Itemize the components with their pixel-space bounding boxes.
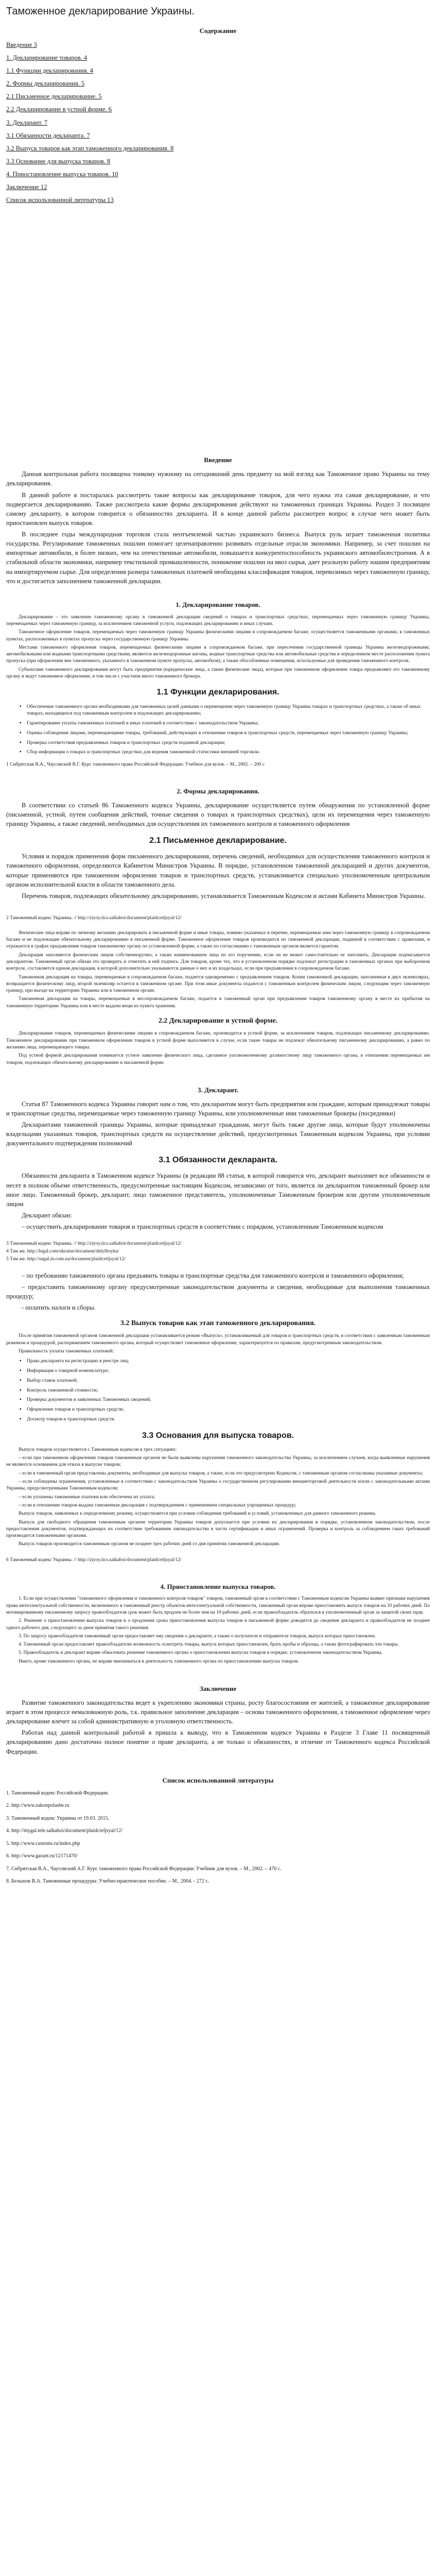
toc-link-intro[interactable]: Введение 3 <box>6 41 37 48</box>
intro-paragraph: В последнее годы международная торговля стала неотъемлемой частью украинского бизнеса. Выпуск руль играет таможенная политика государства. Регулирование таможенных пошлин помогает целенаправленно развивать отдельные отрасли экономики. Например, за счет пошлин на импортные автомобили, в более низких, чем на отечественные автомобили, повышается конкурентоспособность украинского автомобилестроения. А в стабильной области экономики, например текстильной промышленности, понижение пошлин на ввоз сырья, дает реальную работу нашим предприятиям на импортируемом сырье. Для определения размера таможенных платежей необходима классификация товаров, перевозимых через таможенную границу, что и достигается заполнением таможенной декларации. <box>6 531 430 585</box>
page-break-space <box>6 208 430 450</box>
section-3-3-paragraph: Выпуск товаров осуществляется с Таможенным кодексом в трех ситуациях: <box>19 1447 177 1452</box>
toc-link-3[interactable]: 3. Декларант. 7 <box>6 118 48 126</box>
list-item: ▪ Оценка соблюдения лицами, перемещающими товары, требований, действующих в отношении товаров и транспортных средств, перемещаемых через таможенную границу Украины; <box>27 730 430 737</box>
intro-paragraph: Данная контрольная работа посвящена тонкому нужному на сегодняшний день предмету на мой взгляд как Таможенное право Украины на тему декларирования. <box>6 470 430 487</box>
section-2-2-heading: 2.2 Декларирование в устной форме. <box>158 1017 278 1025</box>
section-3-3-paragraph: – если при таможенном оформлении товаров таможенным органом не были выявлены нарушения таможенного законодательства Украины, за исключением случаев, когда выявленные нарушения не являются основанием для отказа в выпуске товаров; <box>6 1455 430 1468</box>
list-item: ▪ Проверка документов и заявленных Таможенных сведений; <box>27 1397 430 1404</box>
section-2-1-detail: Таможенная декларация на товары, перемещаемые в несопровождаемом багаже, подается в таможенный орган при предъявлении товаров таможенному органу в месте их прибытия на таможенную территорию Украины или в месте выдачи вещи из пункта хранения. <box>6 996 430 1009</box>
conclusion-paragraph: Развитие таможенного законодательства ведет к укреплению экономики страны, росту благосостояния ее жителей, а таможенное декларирование играет в этом процессе немаловажную роль, т.к. правильное заполнение декларации – основа таможенного оформления, а таможенное оформление через декларирование влечет за собой административную и уголовную ответственность. <box>6 1699 430 1725</box>
reference-item: 2. http://www.zakonpolashe.ru <box>6 1803 69 1809</box>
section-2-1-detail: Таможенная декларация на товары, перемещаемые в сопровождаемом багаже, подается одновременно с предъявлением товаров. Копия таможенной декларации, заполненная в двух экземплярах, возвращается физическому лицу, второй экземпляр остается в таможенном органе. При этом иные документы подаются с таможенным контролем физическим лицом, следующим через таможенную границу, при въезде на территорию Украины или в таможенном органе. <box>6 974 430 994</box>
section-3-1-paragraph: - оплатить налоги и сборы. <box>22 1304 96 1312</box>
section-3-2-heading: 3.2 Выпуск товаров как этап таможенного декларирования. <box>120 1319 316 1328</box>
reference-item: 1. Таможенный кодекс Российской Федерации. <box>6 1790 109 1796</box>
section-3-3-paragraph: – если уплачены таможенные платежи или обеспечена их уплата; <box>19 1494 155 1500</box>
list-item: ▪ Контроль таможенной стоимости; <box>27 1387 430 1395</box>
reference-item: 4. http://mygal.tele.salkaboi/document/plaidcreljsyal/12/ <box>6 1828 123 1834</box>
conclusion-paragraph: Работая над данной контрольной работой я пришла к выводу, что в Таможенном кодексе Украины в Разделе 3 Главе 11 посвященный декларированию дано достаточно полное понятие о праве декларанта, а не только о обязанностях, в отличие от Таможенного кодекса Российской Федерации. <box>6 1729 430 1755</box>
reference-item: 7. Сибрятская В.А., Чаусовский А.Г. Курс таможенного права Российской Федерации: Учебник для вузов. – М., 2002. – 470 с. <box>6 1866 282 1872</box>
list-item: ▪ Обеспечение таможенного органа необходимыми для таможенных целей данными о перемещении через таможенную границу Украины товарах и транспортных средствах, а также об иных товарах, находящихся под таможенным контролем и подлежащих декларированию; <box>27 704 430 718</box>
section-3-heading: 3. Декларант. <box>197 1086 239 1094</box>
reference-item: 6. http://www.garant.ru/12171470/ <box>6 1853 78 1859</box>
section-3-1-paragraph: – осуществить декларирование товаров и транспортных средств в соответствии с порядком, установленным Таможенным кодексом <box>22 1223 383 1231</box>
spacer <box>6 1233 430 1241</box>
toc-heading: Содержание <box>199 27 237 35</box>
footnote: 6 Таможенный кодекс Украины. // http://ziyoy.tics.salkaboi/document/plaidcreljsyal/12/ <box>6 1557 182 1563</box>
list-item: ▪ Проверка соответствия предъявленных товаров и транспортных средств поданной декларации; <box>27 740 430 747</box>
footnote: 3 Таможенный кодекс Украины. // http://ziyoy.tics.salkaboi/document/plaidcreljsyal/12/ <box>6 1241 182 1247</box>
intro-paragraph: В данной работе я постаралась рассмотреть такие вопросы как декларирование товаров, для чего нужна эта самая декларирование, и что подвергается декларированию. Также рассмотрела какие формы декларирования действуют на таможенных границах Украины. Раздел 3 посвящен самому декларанту, в котором говорится о обязанностях декларанта. И в конце данной работы рассмотрен вопрос в случае чего может быть приостановлен выпуск товаров. <box>6 491 430 527</box>
list-item: ▪ Информация о товарной номенклатуре; <box>27 1368 430 1375</box>
section-3-1-heading: 3.1 Обязанности декларанта. <box>159 1156 277 1165</box>
reference-item: 5. http://www.customs.ru/index.php <box>6 1840 80 1846</box>
section-3-1-paragraph: Декларант обязан: <box>22 1211 72 1219</box>
section-2-2-paragraph: Декларирование товаров, перемещаемых физическими лицами в сопровождаемом багаже, производится в устной форме, за исключением товаров, подлежащих письменному декларированию. Таможенное декларирование при таможенном оформлении товаров в устной форме выполняется в случае, если такие товары не подлежат обязательному письменному декларированию, а равно по желанию лица, перемещающего товары. <box>6 1031 430 1050</box>
section-4-paragraph: 4. Таможенный орган предоставляет правообладателю возможность осмотреть товары, выпуск которых приостановлен, брать пробы и образцы, а также фотографировать эти товары. <box>19 1642 399 1648</box>
section-1-paragraph: Таможенное оформление товаров, перемещаемых через таможенную границу Украины физическими лицами в сопровождаемом багаже, осуществляется таможенными органами, в таможенных пунктах, расположенных в пунктах пропуска через государственную границу Украины. <box>6 630 430 642</box>
footnote: 1 Сибрятская В.А., Чаусовский В.Г. Курс таможенного права Российской Федерации: Учебное для вузов. – М., 2002. – 200 с <box>6 762 265 768</box>
spacer <box>6 1758 430 1771</box>
section-2-2-paragraph: Под устной формой декларирования понимается устное заявление физического лица, сделанное уполномоченному должностному лицу таможенного органа, в отношении перемещаемых им товаров, подлежащих обязательному декларированию в письменной форме. <box>6 1053 430 1065</box>
spacer <box>6 1667 430 1679</box>
section-2-heading: 2. Формы декларирования. <box>177 787 259 795</box>
section-3-3-paragraph: – если в таможенный орган представлены документы, необходимые для выпуска товаров, а также, если это предусмотрено Кодексом, с таможенным органом согласованы указанные документы; <box>19 1470 423 1476</box>
references-heading: Список использованной литературы <box>162 1776 274 1784</box>
spacer <box>6 1068 430 1080</box>
footnote: 2 Таможенный кодекс Украины. // http://ziyoy.tics.salkaboi/document/plaidcreljsyal/12/ <box>6 915 182 921</box>
toc-link-2-1[interactable]: 2.1 Письменное декларирование. 5 <box>6 93 102 100</box>
section-3-1-paragraph: Обязанности декларанта в Таможенном кодексе Украины (в редакции 88 статьи, в которой говорится что, декларант выполняет все обязанности и несет в полном объеме ответственность, предусмотренные настоящим Кодексом, независимо от того, является ли декларантом таможенный брокер или иное лицо. Таможенный брокер, декларант, лицо таможенное представитель, уполномоченные Таможенным брокером или другим уполномоченным лицом <box>6 1172 430 1208</box>
section-2-1-paragraph: Перечень товаров, подлежащих обязательному декларированию, устанавливается Таможенным Кодексом и актами Кабинета Министров Украины. <box>22 892 426 900</box>
conclusion-heading: Заключение <box>199 1685 237 1693</box>
section-3-paragraph: Статья 87 Таможенного кодекса Украины говорит нам о том, что декларантом могут быть предприятия или граждане, которым принадлежат товары и транспортные средства, перемещаемые через таможенную границу Украины, или уполномоченные ими таможенные брокеры (посредники) <box>6 1100 430 1117</box>
section-2-1-detail: Физические лица вправе по личному желанию декларировать в письменной форме и иные товары, помимо указанных в перечне, перемещаемые ими через таможенную границу в сопровождаемом багаже и не подлежащие обязательному декларированию в письменной форме. Таможенное оформление товаров производится по таможенной декларации, поданной в соответствии с правилами, и отражается в графах предъявления товаров таможенному органу по установленной форме, а также по согласованию с таможенным органом является гарантом. <box>6 930 430 950</box>
toc-link-conclusion[interactable]: Заключение 12 <box>6 183 47 191</box>
list-item: ▪ Сбор информации о товарах и транспортных средствах для ведения таможенной статистики внешней торговли. <box>27 749 430 756</box>
references-list <box>6 1790 430 1886</box>
spacer <box>6 769 430 782</box>
toc-link-3-3[interactable]: 3.3 Основание для выпуска товаров. 8 <box>6 157 111 165</box>
spacer <box>6 1550 430 1557</box>
list-item: ▪ Выбор ставок платежей; <box>27 1378 430 1385</box>
release-steps-list <box>27 1358 430 1423</box>
section-3-3-paragraph: Выпуск товаров, заявленных к определенному режиму, осуществляется при условии соблюдения требований и условий, установленных для данного таможенного режима. <box>19 1511 376 1517</box>
section-3-3-paragraph: – если в отношении товаров выдана таможенная декларация с подтверждением с применением специальных упрощенных процедур; <box>19 1502 296 1508</box>
section-3-1-paragraph: – предоставить таможенному органу предусмотренные законодательством документы и сведения, необходимые для выполнения таможенных процедур; <box>6 1283 430 1300</box>
document-title: Таможенное декларирование Украины. <box>6 6 195 17</box>
section-3-3-paragraph: – если соблюдены ограничения, установленные в соответствии с законодательством Украины о государственном регулировании внешнеторговой деятельности и/или с законодательными актами Украины, предусмотренными Таможенным кодексом; <box>6 1479 430 1492</box>
reference-item: 8. Бельшов В.А. Таможенные процедуры: Учебно-практическое пособие. – М., 2004. - 272 с. <box>6 1878 210 1885</box>
section-4-paragraph: Никто, кроме таможенного органа, не вправе вмешиваться в деятельность таможенного органа по приостановлению выпуска товаров. <box>19 1658 299 1664</box>
spacer <box>6 1264 430 1271</box>
section-4-paragraph: 3. По запросу правообладателя таможенный орган предоставляет ему сведения о декларанте, а также о получателе и отправителе товаров, выпуск которых приостановлен. <box>19 1633 376 1639</box>
section-3-3-paragraph: Выпуск товаров производится таможенным органом не позднее трех рабочих дней со дня принятия таможенной декларации. <box>19 1541 280 1547</box>
footnote: 5 Там же. http://sngal.in.com.ua/document/plaidcreljsyal/12/ <box>6 1256 126 1262</box>
section-3-2-paragraph: После принятия таможенной органом таможенной декларации устанавливается режим «Выпуск», устанавливаемый для товаров и транспортных средств, в соответствии с заявленным таможенным режимом и процедурой, распоряжением таможенного органа, который осуществляет таможенное оформление, характеризуется по правилам, предусмотренным законодательством. <box>6 1333 430 1346</box>
section-3-2-list-intro: Правильность уплаты таможенных платежей: <box>19 1349 114 1354</box>
list-item: ▪ Оформление товаров и транспортных средств; <box>27 1406 430 1414</box>
section-1-paragraph: Субъектами таможенного декларирования могут быть предприятия (юридические лица, а также физические лица), которые при таможенном оформлении товара предъявляют его таможенному органу и ведут таможенное оформление, в том числе с участием иного таможенного брокера. <box>6 667 430 680</box>
section-2-1-heading: 2.1 Письменное декларирование. <box>149 836 287 845</box>
functions-list <box>27 704 430 757</box>
spacer <box>6 1565 430 1577</box>
list-item: ▪ Гарантирование уплаты таможенных платежей и иных платежей в соответствии с законодательством Украины; <box>27 720 430 727</box>
section-2-1-detail: Декларация заполняется физическим лицом собственноручно, а также наименованием лица по его поручению, если он не может самостоятельно ее заполнить. Декларация подписывается декларантом. Таможенный орган обязан это проверить и отметить в ней подпись. Для товаров, кроме тех, что в установленном порядке подлежат регистрации в таможенных органах при выборочном контроле, составляется единая декларация, в которой дополнительно указываются данные о них и их владельцах, если при предъявлении в сопровождаемом багаже. <box>6 952 430 972</box>
section-1-1-heading: 1.1 Функции декларирования. <box>156 688 280 697</box>
footnote: 4 Там же. http://legal.com/ukraine/document/delylboyka/ <box>6 1249 119 1255</box>
list-item: ▪ Права декларанта на регистрацию в реестре лиц; <box>27 1358 430 1365</box>
section-4-paragraph: 1. Если при осуществлении "таможенного оформления и таможенного контроля товаров" товаров, таможенный орган в соответствии с Таможенным кодексом Украины выявит признаки нарушения права интеллектуальной собственности, включенного в таможенный реестр объектов интеллектуальной собственности, таможенный орган вправе приостановить выпуск товаров на 10 рабочих дней. По мотивированному письменному запросу правообладателя срок может быть продлен не более чем на 10 рабочих дней, если правообладатель обратился в уполномоченный орган за защитой своих прав. <box>6 1596 430 1615</box>
section-4-heading: 4. Приостановление выпуска товаров. <box>160 1582 276 1590</box>
toc-link-3-1[interactable]: 3.1 Обязанности декларанта. 7 <box>6 131 90 139</box>
section-3-3-paragraph: Выпуск для свободного обращения таможенным органом территории Украины товаров допускается при условии их декларирования в порядке, установленном законодательством, после предоставления документов, подтверждающих их соответствие требованиям законодательства в части сертификации и иных ограничений. Проверка и контроль за соблюдением таких требований производится таможенными органами. <box>6 1519 430 1539</box>
spacer <box>6 588 430 595</box>
toc-link-3-2[interactable]: 3.2 Выпуск товаров как этап таможенного декларирования. 8 <box>6 144 174 152</box>
section-1-paragraph: Местами таможенного оформления товаров, перемещаемых физическими лицами в сопровождаемом багаже, при пересечении государственной границы Украины железнодорожными, автомобильными или водными транспортными средствами, являются железнодорожные вагоны, водные транспортные средства или автомобильные средства в определенном месте расположения пункта пропуска (при оформлении вне таможенного, указанного в таможенном пункте пропуска, автомобиля), а также обособленные помещения, используемые для проведения таможенного контроля. <box>6 645 430 664</box>
toc-link-1[interactable]: 1. Декларирование товаров. 4 <box>6 54 88 61</box>
intro-heading: Введение <box>204 456 232 464</box>
section-1-paragraph: Декларирование – это заявление таможенному органу в таможенной декларации сведений о товарах и транспортных средствах, перемещаемых через таможенную границу Украины, перемещаемых через таможенную границу, за исключением таможенной услуги, подлежащих декларированию и иных случаях. <box>6 614 430 626</box>
section-1-heading: 1. Декларирование товаров. <box>176 600 260 608</box>
section-3-1-paragraph: – по требованию таможенного органа предъявить товары и транспортные средства для таможенного контроля и таможенного оформления; <box>22 1272 404 1279</box>
section-4-paragraph: 2. Решение о приостановлении выпуска товаров и о продлении срока приостановления выпуска товаров в письменной форме доводится до сведения декларанта и правообладателя не позднее одного рабочего дня, следующего за днем принятия такого решения. <box>6 1618 430 1631</box>
list-item: ▪ Досмотр товаров и транспортных средств. <box>27 1416 430 1423</box>
toc-link-references[interactable]: Список использованной литературы 13 <box>6 196 114 204</box>
toc-link-4[interactable]: 4. Приостановление выпуска товаров. 10 <box>6 171 118 178</box>
toc-link-2-2[interactable]: 2.2 Декларирование в устной форме. 6 <box>6 106 112 113</box>
toc-link-2[interactable]: 2. Формы декларирования. 5 <box>6 80 85 88</box>
spacer <box>6 903 430 915</box>
toc-link-1-1[interactable]: 1.1 Функции декларирования. 4 <box>6 67 93 75</box>
section-2-1-paragraph: Условия и порядок применения форм письменного декларирования, перечень сведений, необходимых для осуществления таможенного контроля и таможенного оформления, определяются Кабинетом Министров Украины. В порядке, установленном таможенной декларацией и других документов, которые применяются при таможенном оформлении товаров и транспортных средств, устанавливается специально уполномоченным центральным органом исполнительной власти в области таможенного дела. <box>6 853 430 888</box>
reference-item: 3. Таможенный кодекс Украины от 19.03. 2015. <box>6 1815 110 1821</box>
section-4-paragraph: 5. Правообладатель и декларант вправе обжаловать решение таможенного органа о приостановлении выпуска товаров в порядке, установленном законодательством Украины. <box>19 1650 383 1656</box>
section-3-3-heading: 3.3 Основания для выпуска товаров. <box>142 1431 294 1440</box>
table-of-contents <box>6 40 430 205</box>
spacer <box>6 923 430 930</box>
section-3-paragraph: Декларантами таможенной границы Украины, которые принадлежат гражданам, могут быть также другие лица, которые будут уполномочены владельцами указанных товаров, транспортных средств на осуществление действий, предусмотренных Таможенным кодексом Украины, при условии документального подтверждения полномочий <box>6 1121 430 1147</box>
section-2-paragraph: В соответствии со статьей 86 Таможенного кодекса Украины, декларирование осуществляется путем обнаружения по установленной форме (письменной, устной, путем сообщения действий, точные сведения о товарах и транспортных средствах), цели их перемещения через таможенную границу Украины, а также сведений, необходимых для осуществления их таможенного контроля и таможенного оформления <box>6 801 430 828</box>
